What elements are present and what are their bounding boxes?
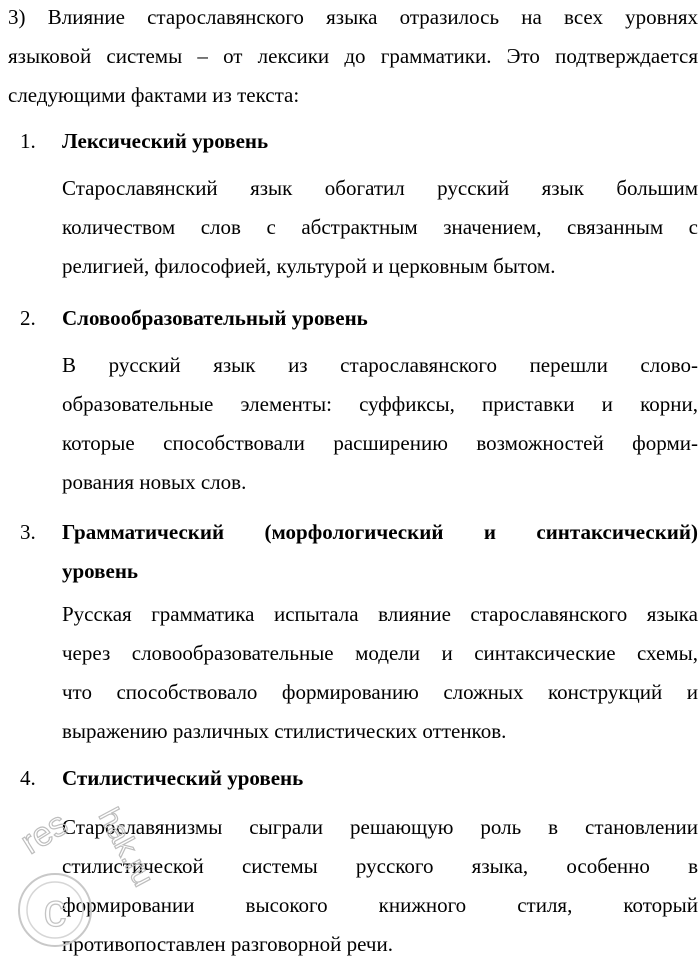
svg-text:res: res: [14, 804, 75, 862]
svg-text:hak.ru: hak.ru: [91, 802, 161, 892]
item-number: 2.: [20, 306, 36, 330]
body-line: стилистической системы русского языка, особенно в: [62, 854, 698, 878]
item-body: [62, 595, 698, 751]
body-line: религией, философией, культурой и церковным бытом.: [62, 254, 556, 278]
body-line: В русский язык из старославянского перешли слово-: [62, 353, 698, 377]
body-line: Старославянизмы сыграли решающую роль в становлении: [62, 815, 698, 839]
list-item-word-formation: [8, 299, 698, 502]
item-body: [62, 346, 698, 502]
item-heading: уровень: [62, 559, 139, 583]
item-body: [62, 169, 698, 286]
body-line: Русская грамматика испытала влияние старославянского языка: [62, 602, 698, 626]
body-line: формировании высокого книжного стиля, который: [62, 893, 698, 917]
intro-line: языковой системы – от лексики до грамматики. Это подтверждается: [8, 44, 698, 68]
body-line: рования новых слов.: [62, 470, 247, 494]
body-line: что способствовало формированию сложных конструкций и: [62, 680, 698, 704]
body-line: через словообразовательные модели и синтаксические схемы,: [62, 641, 698, 665]
body-line: выражению различных стилистических оттенков.: [62, 719, 507, 743]
list-item-stylistic: [8, 759, 698, 964]
item-body: [62, 808, 698, 964]
document: [8, 0, 698, 964]
item-number: 4.: [20, 766, 36, 790]
item-heading: Лексический уровень: [62, 129, 269, 153]
body-line: которые способствовали расширению возможностей форми-: [62, 431, 698, 455]
list-item-grammar: [8, 513, 698, 751]
body-line: Старославянский язык обогатил русский язык большим: [62, 176, 698, 200]
item-heading: Грамматический (морфологический и синтаксический): [62, 520, 698, 544]
item-number: 1.: [20, 129, 36, 153]
body-line: количеством слов с абстрактным значением, связанным с: [62, 215, 698, 239]
svg-text:c: c: [43, 884, 67, 936]
item-heading: Словообразовательный уровень: [62, 306, 368, 330]
body-line: образовательные элементы: суффиксы, приставки и корни,: [62, 392, 698, 416]
list-item-lexical: [8, 122, 698, 286]
item-number: 3.: [20, 520, 36, 544]
item-heading: Стилистический уровень: [62, 766, 304, 790]
intro-paragraph: [8, 0, 698, 115]
body-line: противопоставлен разговорной речи.: [62, 932, 393, 956]
intro-line: следующими фактами из текста:: [8, 83, 300, 107]
intro-line: 3) Влияние старославянского языка отразилось на всех уровнях: [8, 5, 698, 29]
